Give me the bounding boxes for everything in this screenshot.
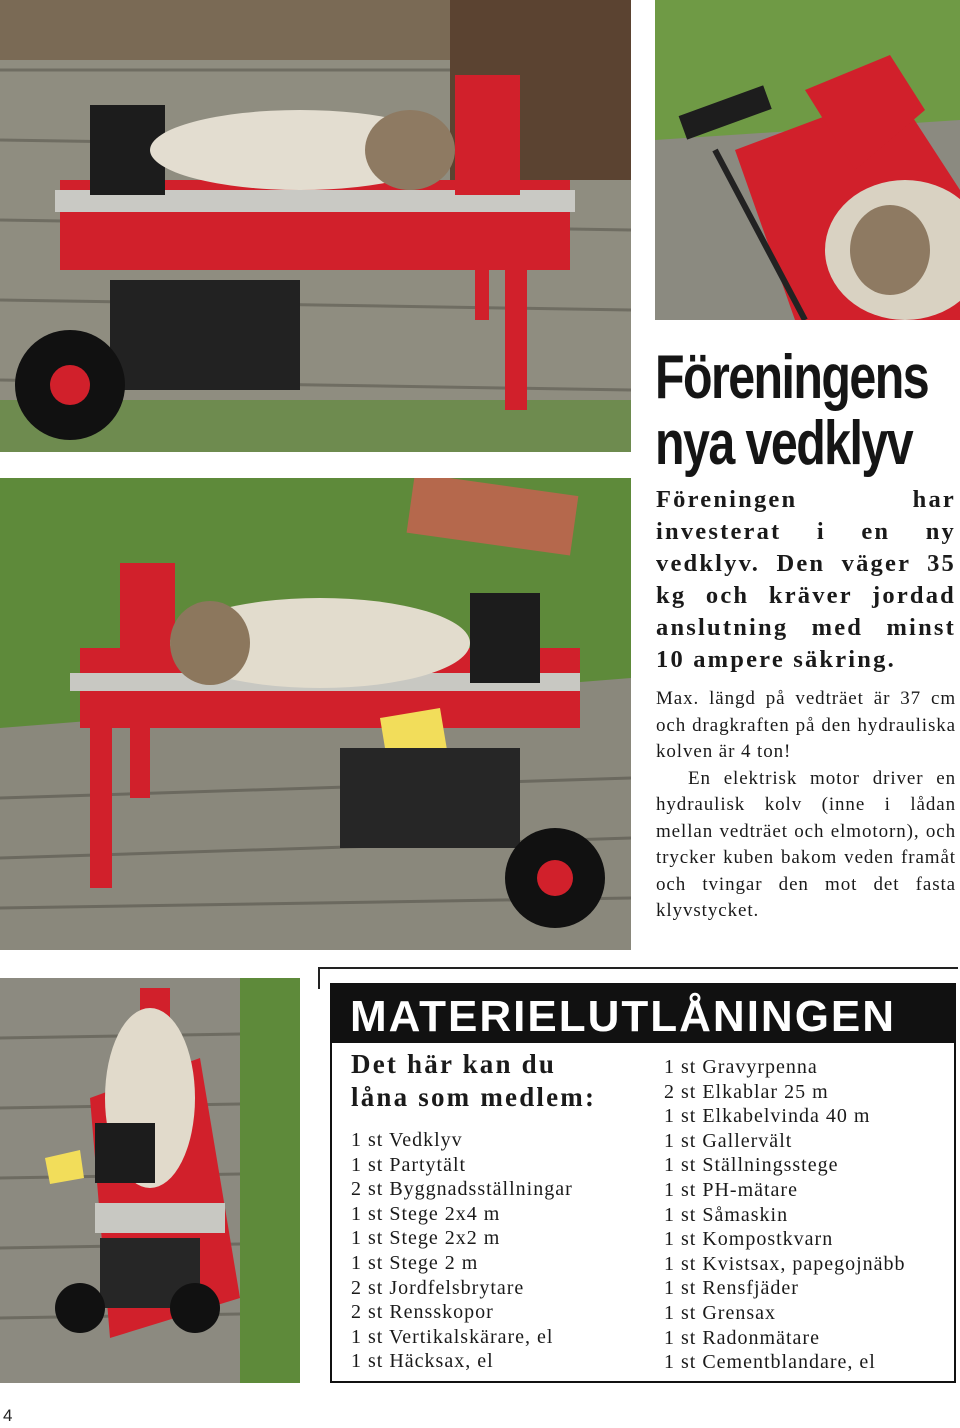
equipment-list-item: 1 st Elkabelvinda 40 m	[664, 1105, 871, 1128]
equipment-list-item: 1 st PH-mätare	[664, 1178, 798, 1201]
equipment-list-left	[351, 1128, 573, 1374]
article-body	[656, 686, 956, 925]
body-paragraph-2: En elektrisk motor driver en hydraulisk kolv (inne i lådan mellan vedträet och elmotorn), och trycker kuben bakom veden framåt och tvingar den mot det fasta klyvstycket.	[656, 767, 956, 921]
box-corner-rule	[318, 967, 320, 989]
box-top-rule	[318, 967, 958, 969]
equipment-list-item: 1 st Vedklyv	[351, 1129, 463, 1151]
headline-line-2: nya vedklyv	[655, 409, 913, 478]
box-subtitle	[351, 1048, 641, 1114]
body-paragraph-1: Max. längd på vedträet är 37 cm och dragkraften på den hydrauliska kolven är 4 ton!	[656, 688, 956, 762]
log-splitter-top-photo	[0, 978, 300, 1383]
equipment-list-item: 1 st Kompostkvarn	[664, 1228, 834, 1251]
box-title: MATERIELUTLÅNINGEN	[332, 985, 954, 1043]
equipment-list-item: 1 st Partytält	[351, 1153, 467, 1176]
log-splitter-closeup-photo	[655, 0, 960, 320]
equipment-list-item: 2 st Elkablar 25 m	[664, 1080, 829, 1103]
equipment-list-item: 1 st Häcksax, el	[351, 1350, 494, 1373]
equipment-list-item: 2 st Byggnadsställningar	[351, 1178, 573, 1201]
equipment-list-item: 1 st Såmaskin	[664, 1203, 789, 1226]
log-splitter-front-photo	[0, 478, 631, 950]
equipment-list-item: 1 st Vertikalskärare, el	[351, 1325, 554, 1348]
equipment-list-item: 1 st Stege 2 m	[351, 1251, 479, 1274]
page-number: 4	[3, 1406, 13, 1425]
equipment-list-item: 1 st Gallervält	[664, 1129, 793, 1152]
equipment-list-item: 1 st Radonmätare	[664, 1326, 820, 1349]
headline-line-1: Föreningens	[655, 343, 929, 412]
equipment-list-right	[664, 1055, 906, 1375]
article-lead: Föreningen har investerat i en ny vedklyv. Den väger 35 kg och kräver jordad anslutning med minst 10 ampere säkring.	[656, 486, 956, 673]
equipment-list-item: 1 st Ställningsstege	[664, 1154, 839, 1177]
equipment-list-item: 1 st Grensax	[664, 1301, 776, 1324]
equipment-list-item: 1 st Rensfjäder	[664, 1277, 799, 1300]
equipment-list-item: 1 st Kvistsax, papegojnäbb	[664, 1252, 906, 1275]
box-subtitle-line-1: Det här kan du	[351, 1049, 557, 1079]
box-subtitle-line-2: låna som medlem:	[351, 1082, 597, 1112]
equipment-list-item: 1 st Stege 2x4 m	[351, 1202, 501, 1225]
equipment-list-item: 2 st Jordfelsbrytare	[351, 1276, 525, 1299]
equipment-list-item: 1 st Gravyrpenna	[664, 1056, 818, 1078]
log-splitter-photo	[0, 0, 631, 452]
article-headline	[655, 343, 929, 478]
equipment-list-item: 1 st Stege 2x2 m	[351, 1227, 501, 1250]
loan-equipment-box	[330, 983, 956, 1383]
equipment-list-item: 1 st Cementblandare, el	[664, 1351, 876, 1374]
equipment-list-item: 2 st Rensskopor	[351, 1301, 494, 1324]
